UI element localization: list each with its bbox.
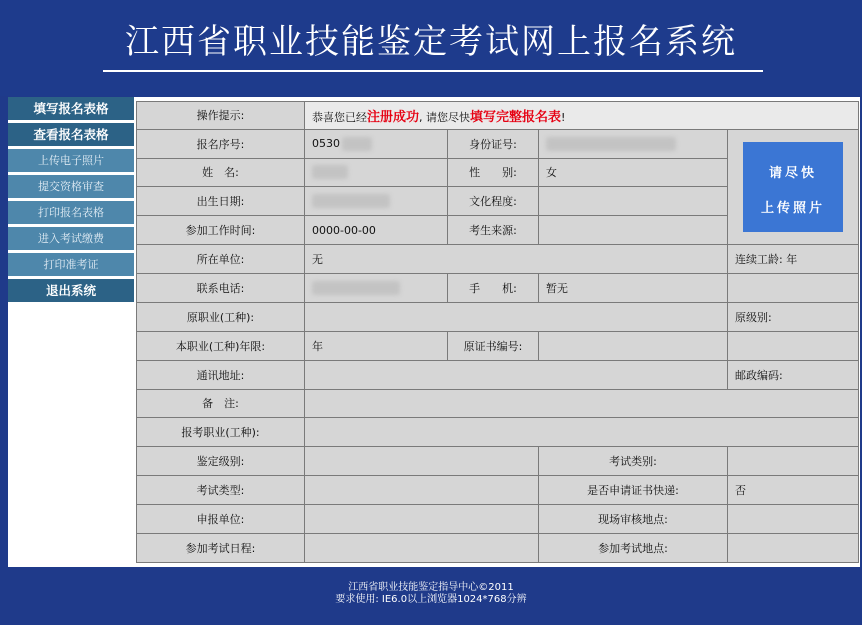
tip-prefix: 恭喜您已经 — [312, 110, 367, 124]
address-value — [305, 360, 728, 389]
table-row — [137, 302, 859, 331]
gender-label: 性 别: — [448, 158, 539, 187]
exam-site-label: 参加考试地点: — [539, 533, 728, 562]
table-row — [137, 418, 859, 447]
sidebar-item-submit-review[interactable]: 提交资格审查 — [8, 175, 134, 198]
table-row — [137, 331, 859, 360]
phone-label: 联系电话: — [137, 274, 305, 303]
sidebar-item-print-form[interactable]: 打印报名表格 — [8, 201, 134, 224]
apply-unit-value — [305, 505, 539, 534]
redacted-value — [546, 137, 676, 151]
page-header — [0, 0, 862, 96]
table-row — [137, 245, 859, 274]
tip-highlight-fill-form: 填写完整报名表 — [470, 109, 562, 125]
redacted-value — [312, 165, 348, 179]
exam-type-value — [305, 476, 539, 505]
tip-highlight-registered: 注册成功 — [367, 109, 420, 125]
table-row — [137, 476, 859, 505]
level-label: 鉴定级别: — [137, 447, 305, 476]
tip-row — [137, 102, 859, 130]
original-cert-value — [539, 331, 728, 360]
review-site-value — [728, 505, 859, 534]
registration-form-table — [136, 101, 859, 563]
seniority-cell: 连续工龄: 年 — [728, 245, 859, 274]
id-number-label: 身份证号: — [448, 129, 539, 158]
sidebar-item-exam-payment[interactable]: 进入考试缴费 — [8, 227, 134, 250]
table-row — [137, 129, 859, 158]
address-label: 通讯地址: — [137, 360, 305, 389]
exam-category-value — [728, 447, 859, 476]
original-job-value — [305, 302, 728, 331]
exam-type-label: 考试类型: — [137, 476, 305, 505]
exam-category-label: 考试类别: — [539, 447, 728, 476]
sidebar-item-print-admission[interactable]: 打印准考证 — [8, 253, 134, 276]
photo-upload-placeholder[interactable]: 请尽快 上传照片 — [743, 142, 843, 232]
redacted-value — [312, 194, 390, 208]
title-underline — [103, 70, 763, 72]
tip-message — [305, 102, 859, 130]
name-value — [305, 158, 448, 187]
redacted-value — [342, 137, 372, 151]
table-row — [137, 389, 859, 418]
exam-date-value — [305, 533, 539, 562]
unit-value: 无 — [305, 245, 728, 274]
tip-suffix: ! — [561, 110, 566, 124]
exam-site-value — [728, 533, 859, 562]
postcode-label: 邮政编码: — [728, 360, 859, 389]
mobile-label: 手 机: — [448, 274, 539, 303]
gender-value: 女 — [539, 158, 728, 187]
mobile-value: 暂无 — [539, 274, 728, 303]
footer-requirement: 要求使用: IE6.0以上浏览器1024*768分辨 — [335, 594, 527, 605]
birth-date-value — [305, 187, 448, 216]
work-start-label: 参加工作时间: — [137, 216, 305, 245]
express-value: 否 — [728, 476, 859, 505]
tip-label: 操作提示: — [137, 102, 305, 130]
sidebar-item-upload-photo[interactable]: 上传电子照片 — [8, 149, 134, 172]
education-label: 文化程度: — [448, 187, 539, 216]
table-row — [137, 360, 859, 389]
phone-value — [305, 274, 448, 303]
education-value — [539, 187, 728, 216]
apply-job-value — [305, 418, 859, 447]
source-value — [539, 216, 728, 245]
table-row — [137, 274, 859, 303]
original-job-label: 原职业(工种): — [137, 302, 305, 331]
site-title: 江西省职业技能鉴定考试网上报名系统 — [125, 22, 737, 62]
photo-cell — [728, 129, 859, 245]
tip-middle: , 请您尽快 — [419, 110, 471, 124]
level-value — [305, 447, 539, 476]
work-start-value: 0000-00-00 — [305, 216, 448, 245]
empty-cell — [728, 331, 859, 360]
redacted-value — [312, 281, 400, 295]
name-label: 姓 名: — [137, 158, 305, 187]
apply-job-label: 报考职业(工种): — [137, 418, 305, 447]
unit-label: 所在单位: — [137, 245, 305, 274]
original-level-label: 原级别: — [728, 302, 859, 331]
job-years-value: 年 — [305, 331, 448, 360]
job-years-label: 本职业(工种)年限: — [137, 331, 305, 360]
serial-label: 报名序号: — [137, 129, 305, 158]
footer-copyright: 江西省职业技能鉴定指导中心©2011 — [348, 582, 514, 593]
sidebar-item-logout[interactable]: 退出系统 — [8, 279, 134, 302]
exam-date-label: 参加考试日程: — [137, 533, 305, 562]
sidebar-menu — [8, 97, 134, 567]
review-site-label: 现场审核地点: — [539, 505, 728, 534]
main-area — [8, 97, 860, 567]
remark-label: 备 注: — [137, 389, 305, 418]
sidebar-item-view-form[interactable]: 查看报名表格 — [8, 123, 134, 146]
apply-unit-label: 申报单位: — [137, 505, 305, 534]
serial-value: 0530 — [305, 129, 448, 158]
source-label: 考生来源: — [448, 216, 539, 245]
table-row — [137, 505, 859, 534]
empty-cell — [728, 274, 859, 303]
sidebar-item-fill-form[interactable]: 填写报名表格 — [8, 97, 134, 120]
original-cert-label: 原证书编号: — [448, 331, 539, 360]
birth-date-label: 出生日期: — [137, 187, 305, 216]
table-row — [137, 533, 859, 562]
table-row — [137, 447, 859, 476]
remark-value — [305, 389, 859, 418]
page-footer — [0, 582, 862, 606]
id-number-value — [539, 129, 728, 158]
express-label: 是否申请证书快递: — [539, 476, 728, 505]
